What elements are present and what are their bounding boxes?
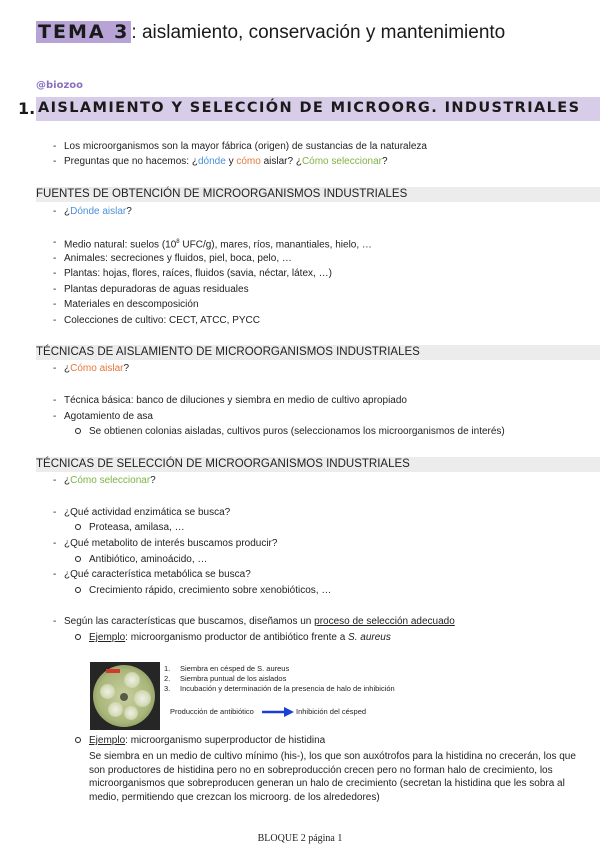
example-paragraph: Se siembra en un medio de cultivo mínimo (his-), los que son auxótrofos para la histidina no crecerán, los que son productores de histidina pero no en sobreproducción crecen pero no forman halo de crecimiento, los microorganismos que sobreproducen generan un halo de crecimiento (secretan la histidina que les sobra al medio, permitiendo que crezcan los microorg. de los alrededores): [89, 751, 576, 803]
heading-aislamiento: TÉCNICAS DE AISLAMIENTO DE MICROORGANISMOS INDUSTRIALES: [36, 345, 600, 360]
section-bar: [36, 97, 600, 121]
page-footer: BLOQUE 2 página 1: [257, 833, 343, 844]
petri-dish-image: [90, 662, 160, 730]
figure-right-caption: Inhibición del césped: [296, 707, 367, 716]
section-1-heading: [8, 97, 600, 121]
page-title: [36, 20, 556, 45]
right-arrow-icon: [262, 707, 294, 717]
title-rest: : aislamiento, conservación y mantenimiento: [131, 22, 506, 43]
title-highlight: TEMA 3: [38, 21, 130, 43]
heading-seleccion: TÉCNICAS DE SELECCIÓN DE MICROORGANISMOS INDUSTRIALES: [36, 457, 600, 472]
author-handle: @biozoo: [36, 80, 84, 91]
seleccionar-highlight: Cómo seleccionar: [301, 156, 382, 167]
donde-highlight: dónde: [197, 156, 226, 167]
section-number: 1.: [18, 99, 36, 118]
section-title: AISLAMIENTO Y SELECCIÓN DE MICROORG. INDUSTRIALES: [38, 100, 581, 116]
heading-fuentes: FUENTES DE OBTENCIÓN DE MICROORGANISMOS INDUSTRIALES: [36, 187, 600, 202]
como-highlight: cómo: [236, 156, 261, 167]
document-page: TEMA 3 : aislamiento, conservación y mantenimiento @biozoo 1. AISLAMIENTO Y SELECCIÓN DE MICROORG. INDUSTRIALES Los microorganismos son la mayor fábrica (origen) de sustancias de la naturaleza Preguntas que no hacemos: ¿dónde y cómo aislar? ¿Cómo seleccionar? FUENTES DE OBTENCIÓN DE MICROORGANISMOS INDUSTRIALES ¿Dónde aislar? Medio natural: suelos ($10^8$ UFC/g), mares, ríos, manantiales, hielo, … Animales: secreciones y fluidos, piel, boca, pelo, … Plantas: hojas, flores, raíces, fluidos (savia, néctar, látex, …) Plantas depuradoras de aguas residuales Materiales en descomposición Colecciones de cultivo: CECT, ATCC, PYCC TÉCNICAS DE AISLAMIENTO DE MICROORGANISMOS INDUSTRIALES ¿Cómo aislar? Técnica básica: banco de diluciones y siembra en medio de cultivo apropiado Agotamiento de asa Se obtienen colonias aisladas, cultivos puros (seleccionamos los microorganismos de interés) TÉCNICAS DE SELECCIÓN DE MICROORGANISMOS INDUSTRIALES ¿Cómo seleccionar? ¿Qué actividad enzimática se busca? Proteasa, amilasa, … ¿Qué metabolito de interés buscamos producir? Antibiótico, aminoácido, … ¿Qué característica metabólica se busca? Crecimiento rápido, crecimiento sobre xenobióticos, … Según las características que buscamos, diseñamos un proceso de selección adecuado Ejemplo: microorganismo productor de antibiótico frente a S. aureus 1. Siembra en césped de S. aureus 2. Siembra puntual de los aislados 3. Incubación y determinación de la presencia de halo de inhibición Producción de antibiótico Inhibición del césped Ejemplo: microorganismo superproductor de histidina Se siembra en un medio de cultivo mínimo (his-), los que son auxótrofos para la histidina no crecerán, los que son productores de histidina pero no en sobreproducción crecen pero no forman halo de crecimiento, los microorganismos que sobreproducen generan un halo de crecimiento (secretan la histidina que les sobra al medio, permitiendo que crezcan los microorg. de los alrededores) BLOQUE 2 página 1: [0, 0, 600, 848]
figure-left-caption: Producción de antibiótico: [170, 707, 254, 716]
